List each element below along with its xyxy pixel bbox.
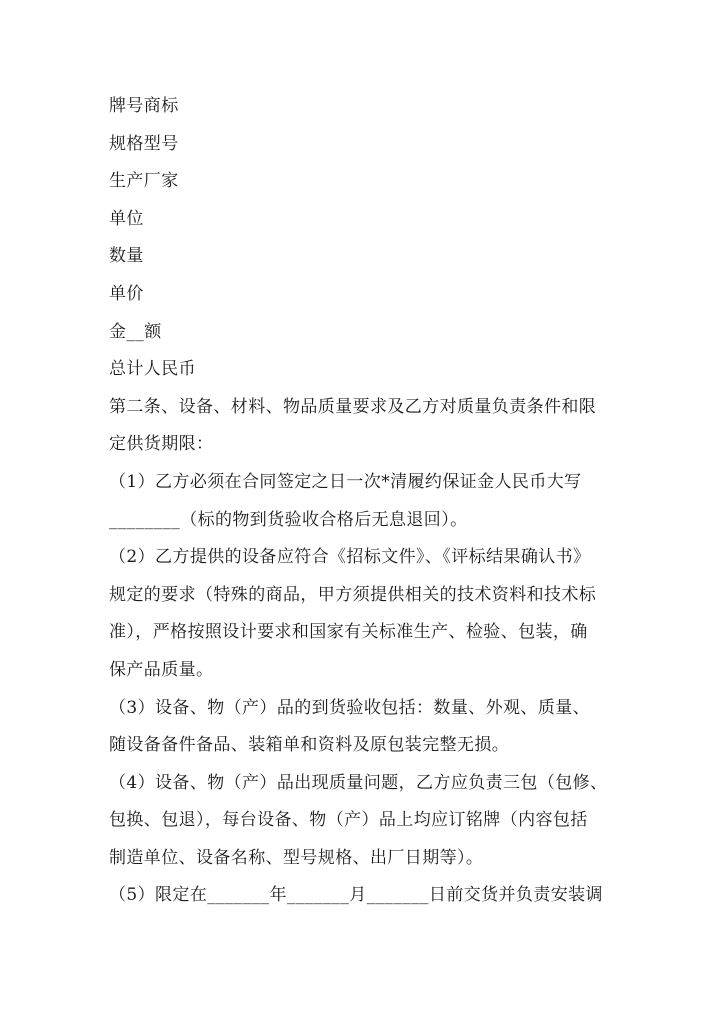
field-model-label: 规格型号 bbox=[109, 133, 179, 154]
clause-2-line-2: 规定的要求（特殊的商品，甲方须提供相关的技术资料和技术标 bbox=[109, 584, 597, 605]
clause-4-line-3: 制造单位、设备名称、型号规格、出厂日期等）。 bbox=[109, 847, 484, 868]
field-unit-price-label: 单价 bbox=[109, 283, 144, 304]
field-unit-label: 单位 bbox=[109, 208, 144, 229]
clause-2-line-1: （2）乙方提供的设备应符合《招标文件》、《评标结果确认书》 bbox=[109, 547, 591, 568]
clause-2-line-4: 保产品质量。 bbox=[109, 659, 214, 680]
article-two-heading-cont: 定供货期限： bbox=[109, 434, 214, 455]
field-manufacturer-label: 生产厂家 bbox=[109, 171, 179, 192]
clause-4-line-2: 包换、包退），每台设备、物（产）品上均应订铭牌（内容包括 bbox=[109, 810, 588, 831]
clause-5-line-1: （5）限定在_______年_______月_______日前交货并负责安装调 bbox=[109, 885, 603, 906]
field-amount-label: 金__额 bbox=[109, 321, 162, 342]
clause-2-line-3: 准），严格按照设计要求和国家有关标准生产、检验、包装，确 bbox=[109, 622, 588, 643]
article-two-heading: 第二条、设备、材料、物品质量要求及乙方对质量负责条件和限 bbox=[109, 396, 597, 417]
clause-1-line-1: （1）乙方必须在合同签定之日一次*清履约保证金人民币大写 bbox=[109, 471, 582, 492]
field-brand-label: 牌号商标 bbox=[109, 96, 179, 116]
clause-3-line-1: （3）设备、物（产）品的到货验收包括：数量、外观、质量、 bbox=[109, 697, 591, 718]
document-body bbox=[109, 88, 611, 915]
clause-1-line-2: ________（标的物到货验收合格后无息退回）。 bbox=[109, 509, 468, 530]
field-quantity-label: 数量 bbox=[109, 246, 144, 267]
clause-4-line-1: （4）设备、物（产）品出现质量问题，乙方应负责三包（包修、 bbox=[109, 772, 608, 793]
clause-3-line-2: 随设备备件备品、装箱单和资料及原包装完整无损。 bbox=[109, 735, 510, 756]
field-total-rmb-label: 总计人民币 bbox=[109, 359, 196, 380]
